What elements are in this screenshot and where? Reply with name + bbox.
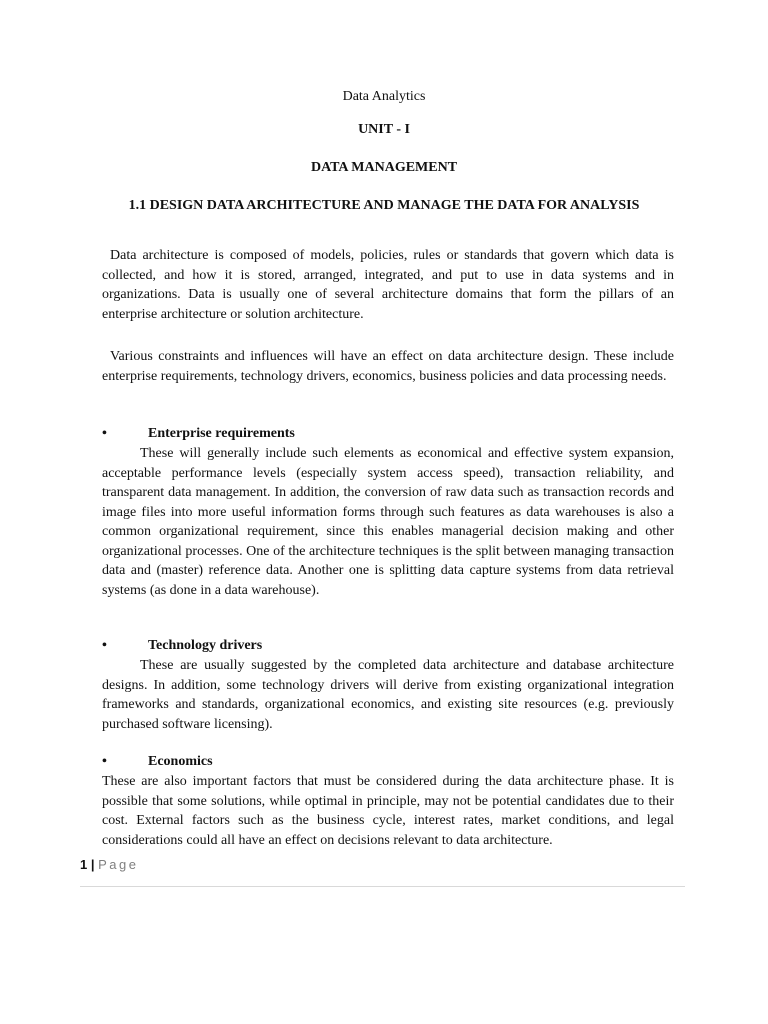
section-heading: 1.1 DESIGN DATA ARCHITECTURE AND MANAGE THE DATA FOR ANALYSIS <box>128 198 640 213</box>
footer-divider <box>80 886 685 887</box>
topic-heading: DATA MANAGEMENT <box>310 160 458 175</box>
bullet-marker: • <box>102 638 107 653</box>
bullet-heading: Economics <box>148 754 213 769</box>
bullet-marker: • <box>102 426 107 441</box>
page-number: 1 <box>80 857 88 872</box>
bullet-heading: Technology drivers <box>148 638 263 653</box>
technology-body: These are usually suggested by the completed data architecture and database architecture designs. In addition, some technology drivers will derive from existing organizational integration frameworks and standards, organizational economics, and existing site resources (e.g. previously purchased software licensing). <box>102 658 674 732</box>
constraints-paragraph: Various constraints and influences will have an effect on data architecture design. These include enterprise requirements, technology drivers, economics, business policies and data processing needs. <box>102 349 674 384</box>
page-label: Page <box>98 857 139 872</box>
bullet-marker: • <box>102 754 107 769</box>
bullet-heading: Enterprise requirements <box>148 426 295 441</box>
course-title: Data Analytics <box>342 89 426 104</box>
enterprise-body: These will generally include such elements as economical and effective system expansion, acceptable performance levels (especially system access speed), transaction reliability, and transparent data management. In addition, the conversion of raw data such as transaction records and image files into more useful information forms through such features as data warehouses is also a common organizational requirement, since this enables managerial decision making and other organizational processes. One of the architecture techniques is the split between managing transaction data and (master) reference data. Another one is splitting data capture systems from data retrieval systems (as done in a data warehouse). <box>102 446 674 598</box>
economics-body: These are also important factors that must be considered during the data architecture phase. It is possible that some solutions, while optimal in principle, may not be potential candidates due to their cost. External factors such as the business cycle, interest rates, market conditions, and legal considerations could all have an effect on decisions relevant to data architecture. <box>102 774 674 848</box>
unit-heading: UNIT - I <box>358 122 410 137</box>
footer-separator: | <box>90 857 95 872</box>
intro-paragraph: Data architecture is composed of models, policies, rules or standards that govern which data is collected, and how it is stored, arranged, integrated, and put to use in data systems and in organizations. Data is usually one of several architecture domains that form the pillars of an enterprise architecture or solution architecture. <box>102 248 674 322</box>
page-footer <box>80 857 139 872</box>
